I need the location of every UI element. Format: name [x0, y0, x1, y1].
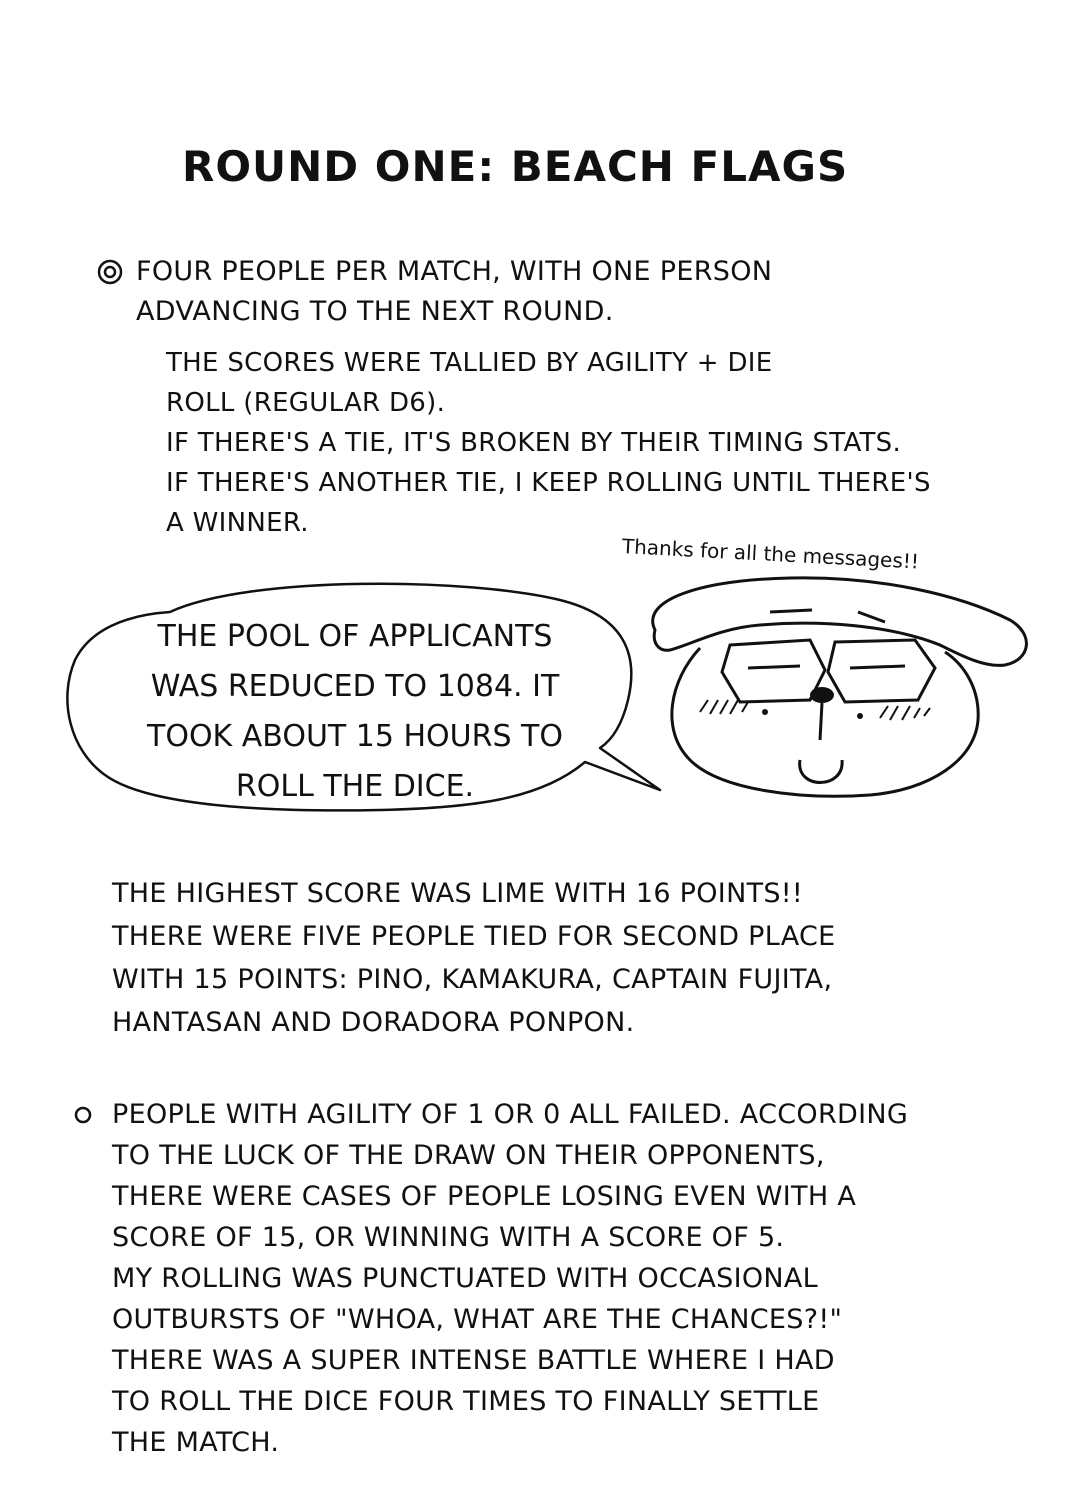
- section2-line: THERE WAS A SUPER INTENSE BATTLE WHERE I HAD: [112, 1345, 835, 1376]
- thanks-note: Thanks for all the messages!!: [621, 534, 920, 574]
- section2-line: OUTBURSTS OF "WHOA, WHAT ARE THE CHANCES?!": [112, 1304, 843, 1335]
- speech-bubble-text: [120, 612, 590, 812]
- section2-line: THE MATCH.: [112, 1427, 280, 1458]
- section2-text: [112, 1094, 908, 1463]
- rules-line: A WINNER.: [166, 508, 309, 538]
- page-title: ROUND ONE: BEACH FLAGS: [182, 142, 849, 191]
- circle-bullet-icon: [72, 1104, 94, 1126]
- section2-line: TO ROLL THE DICE FOUR TIMES TO FINALLY SETTLE: [112, 1386, 820, 1417]
- section1-line: FOUR PEOPLE PER MATCH, WITH ONE PERSON: [136, 256, 773, 287]
- section2-line: MY ROLLING WAS PUNCTUATED WITH OCCASIONAL: [112, 1263, 819, 1294]
- section2-line: SCORE OF 15, OR WINNING WITH A SCORE OF 5.: [112, 1222, 785, 1253]
- rules-line: IF THERE'S A TIE, IT'S BROKEN BY THEIR TIMING STATS.: [166, 428, 902, 458]
- bubble-line: THE POOL OF APPLICANTS: [157, 619, 553, 654]
- rules-line: ROLL (REGULAR D6).: [166, 388, 446, 418]
- results-line: HANTASAN AND DORADORA PONPON.: [112, 1007, 635, 1038]
- results-line: THE HIGHEST SCORE WAS LIME WITH 16 POINTS!!: [112, 878, 804, 909]
- results-text: [112, 872, 836, 1044]
- results-line: THERE WERE FIVE PEOPLE TIED FOR SECOND PLACE: [112, 921, 836, 952]
- bubble-line: TOOK ABOUT 15 HOURS TO: [147, 719, 563, 754]
- section2-line: PEOPLE WITH AGILITY OF 1 OR 0 ALL FAILED. ACCORDING: [112, 1099, 909, 1130]
- bubble-line: ROLL THE DICE.: [235, 769, 475, 804]
- bubble-line: WAS REDUCED TO 1084. IT: [150, 669, 560, 704]
- section2-line: THERE WERE CASES OF PEOPLE LOSING EVEN WITH A: [112, 1181, 857, 1212]
- rules-line: IF THERE'S ANOTHER TIE, I KEEP ROLLING UNTIL THERE'S: [166, 468, 931, 498]
- results-line: WITH 15 POINTS: PINO, KAMAKURA, CAPTAIN FUJITA,: [112, 964, 833, 995]
- section1-line: ADVANCING TO THE NEXT ROUND.: [136, 296, 614, 327]
- section2-line: TO THE LUCK OF THE DRAW ON THEIR OPPONENTS,: [112, 1140, 825, 1171]
- rules-line: THE SCORES WERE TALLIED BY AGILITY + DIE: [166, 348, 773, 378]
- mascot-face-icon: [653, 578, 1027, 796]
